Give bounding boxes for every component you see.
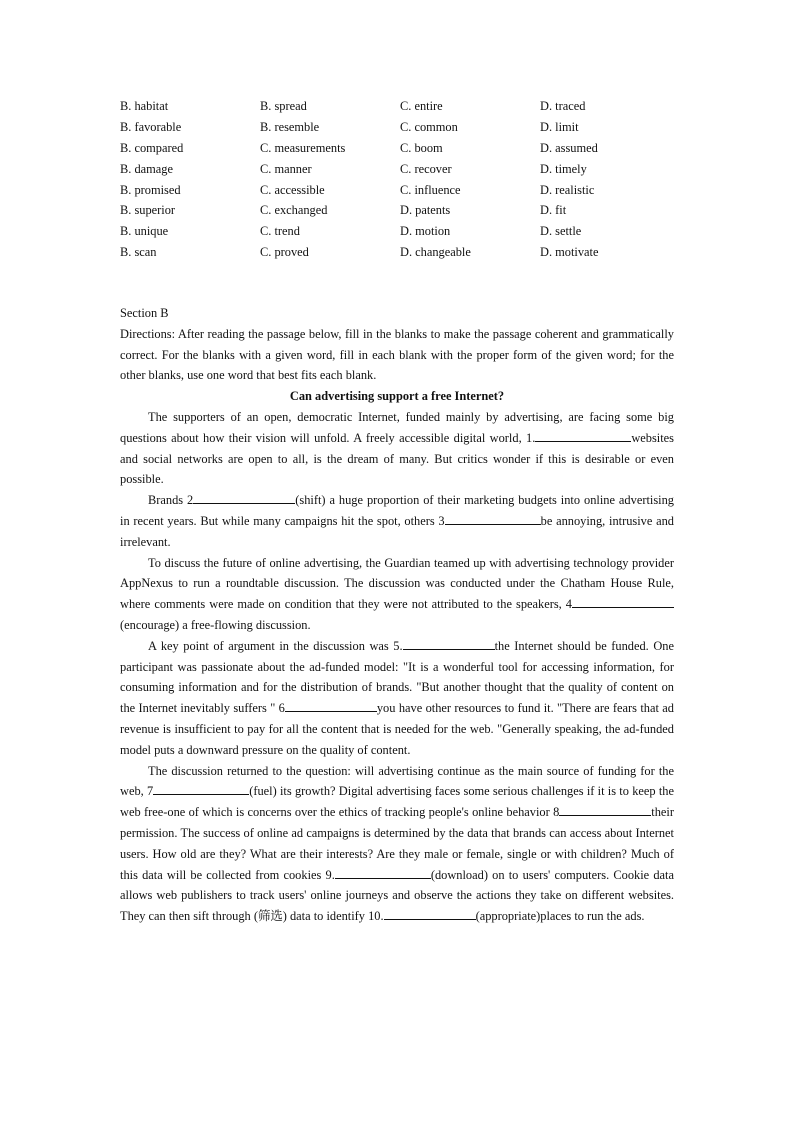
passage-text: (fuel) its growth? Digital advertising faces some serious challenges if it is to keep the web free-one of which is concerns over the ethics of tracking people's online behavior 8 xyxy=(120,784,674,820)
blank-5[interactable] xyxy=(403,636,495,650)
passage-text: The discussion returned to the question: will advertising continue as the main source of funding for the web, 7 xyxy=(120,763,674,799)
section-b xyxy=(120,303,674,927)
option-cell: C. recover xyxy=(400,161,452,176)
passage-text: To discuss the future of online advertising, the Guardian teamed up with advertising technology provider AppNexus to run a roundtable discussion. The discussion was conducted under the Chatham House Rule, where comments were made on condition that they were not attributed to the speakers, 4 xyxy=(120,555,674,612)
option-row xyxy=(120,221,680,242)
option-cell: B. damage xyxy=(120,161,173,176)
passage-text: A key point of argument in the discussion was 5. xyxy=(148,638,403,653)
directions-text: Directions: After reading the passage below, fill in the blanks to make the passage coherent and grammatically correct. For the blanks with a given word, fill in each blank with the proper form of the given word; for the other blanks, use one word that best fits each blank. xyxy=(120,326,674,383)
passage-text: you have other resources to fund it. "There are fears that ad revenue is insufficient to pay for all the content that is needed for the web. "Generally speaking, the ad-funded model puts a downward pressure on the quality of content. xyxy=(120,701,674,757)
option-row xyxy=(120,200,680,221)
option-cell: D. settle xyxy=(540,224,582,239)
option-cell: B. superior xyxy=(120,203,176,218)
option-cell: B. habitat xyxy=(120,99,169,113)
option-cell: C. entire xyxy=(400,99,443,113)
option-row xyxy=(120,117,680,138)
option-row xyxy=(120,180,680,201)
paragraph-1 xyxy=(120,407,674,490)
option-cell: B. promised xyxy=(120,182,181,197)
option-cell: D. timely xyxy=(540,161,587,176)
option-table xyxy=(120,96,680,263)
passage-text: The supporters of an open, democratic Internet, funded mainly by advertising, are facing some big questions about how their vision will unfold. A freely accessible digital world, 1. xyxy=(120,409,674,445)
option-cell: C. accessible xyxy=(260,182,325,197)
option-cell: B. unique xyxy=(120,224,169,239)
passage-text: Brands 2 xyxy=(148,493,194,508)
option-cell: D. realistic xyxy=(540,182,595,197)
option-row xyxy=(120,159,680,180)
option-cell: B. compared xyxy=(120,140,184,155)
option-row xyxy=(120,242,680,263)
option-row xyxy=(120,138,680,159)
passage-text: (encourage) a free-flowing discussion. xyxy=(120,617,311,632)
option-cell: C. manner xyxy=(260,161,312,176)
blank-4[interactable] xyxy=(572,594,674,608)
option-cell: D. motion xyxy=(400,224,451,239)
option-cell: C. trend xyxy=(260,224,300,239)
option-cell: D. assumed xyxy=(540,140,598,155)
option-cell: C. boom xyxy=(400,140,443,155)
blank-8[interactable] xyxy=(559,802,651,816)
option-cell: C. influence xyxy=(400,182,461,197)
blank-10[interactable] xyxy=(384,906,476,920)
paragraph-3 xyxy=(120,553,674,636)
passage-text: websites and social networks are open to all, is the dream of many. But critics wonder if this is desirable or even possible. xyxy=(120,430,674,487)
option-cell: D. limit xyxy=(540,119,579,134)
option-cell: D. patents xyxy=(400,203,451,218)
option-cell: D. fit xyxy=(540,203,567,218)
paragraph-4 xyxy=(120,636,674,761)
option-cell: B. favorable xyxy=(120,119,182,134)
paragraph-2 xyxy=(120,490,674,552)
option-row xyxy=(120,96,680,117)
option-cell: D. motivate xyxy=(540,245,599,260)
blank-2[interactable] xyxy=(193,490,295,504)
option-cell: D. changeable xyxy=(400,245,471,260)
option-cell: C. measurements xyxy=(260,140,346,155)
blank-7[interactable] xyxy=(153,781,249,795)
section-label: Section B xyxy=(120,306,169,320)
option-cell: C. common xyxy=(400,119,458,134)
option-cell: B. resemble xyxy=(260,119,320,134)
blank-6[interactable] xyxy=(285,698,377,712)
option-cell: B. scan xyxy=(120,245,157,260)
blank-9[interactable] xyxy=(335,865,431,879)
passage-text: (download) on to users' computers. Cookie data allows web publishers to track users' online journeys and observe the actions they take on different websites. They can then sift through (筛选) data to identify 10. xyxy=(120,867,674,924)
option-cell: B. spread xyxy=(260,99,307,113)
passage-text: (shift) a huge proportion of their marketing budgets into online advertising in recent years. But while many campaigns hit the spot, others 3 xyxy=(120,493,674,528)
option-cell: D. traced xyxy=(540,99,586,113)
passage-text: be annoying, intrusive and irrelevant. xyxy=(120,513,675,549)
blank-3[interactable] xyxy=(445,511,541,525)
blank-1[interactable] xyxy=(535,428,631,442)
paragraph-5 xyxy=(120,761,674,927)
passage-text: (appropriate)places to run the ads. xyxy=(475,909,645,924)
passage-text: the Internet should be funded. One participant was passionate about the ad-funded model: "It is a wonderful tool for accessing information, for consuming information and for the distribution of brands. "But another thought that the quality of content on the Internet inevitably suffers " 6 xyxy=(120,638,674,716)
option-cell: C. exchanged xyxy=(260,203,328,218)
passage-text: their permission. The success of online ad campaigns is determined by the data that brands can access about Internet users. How old are they? What are their interests? Are they male or female, single or with children? Much of this data will be collected from cookies 9. xyxy=(120,805,674,882)
passage-title: Can advertising support a free Internet? xyxy=(289,389,505,404)
option-cell: C. proved xyxy=(260,245,309,260)
